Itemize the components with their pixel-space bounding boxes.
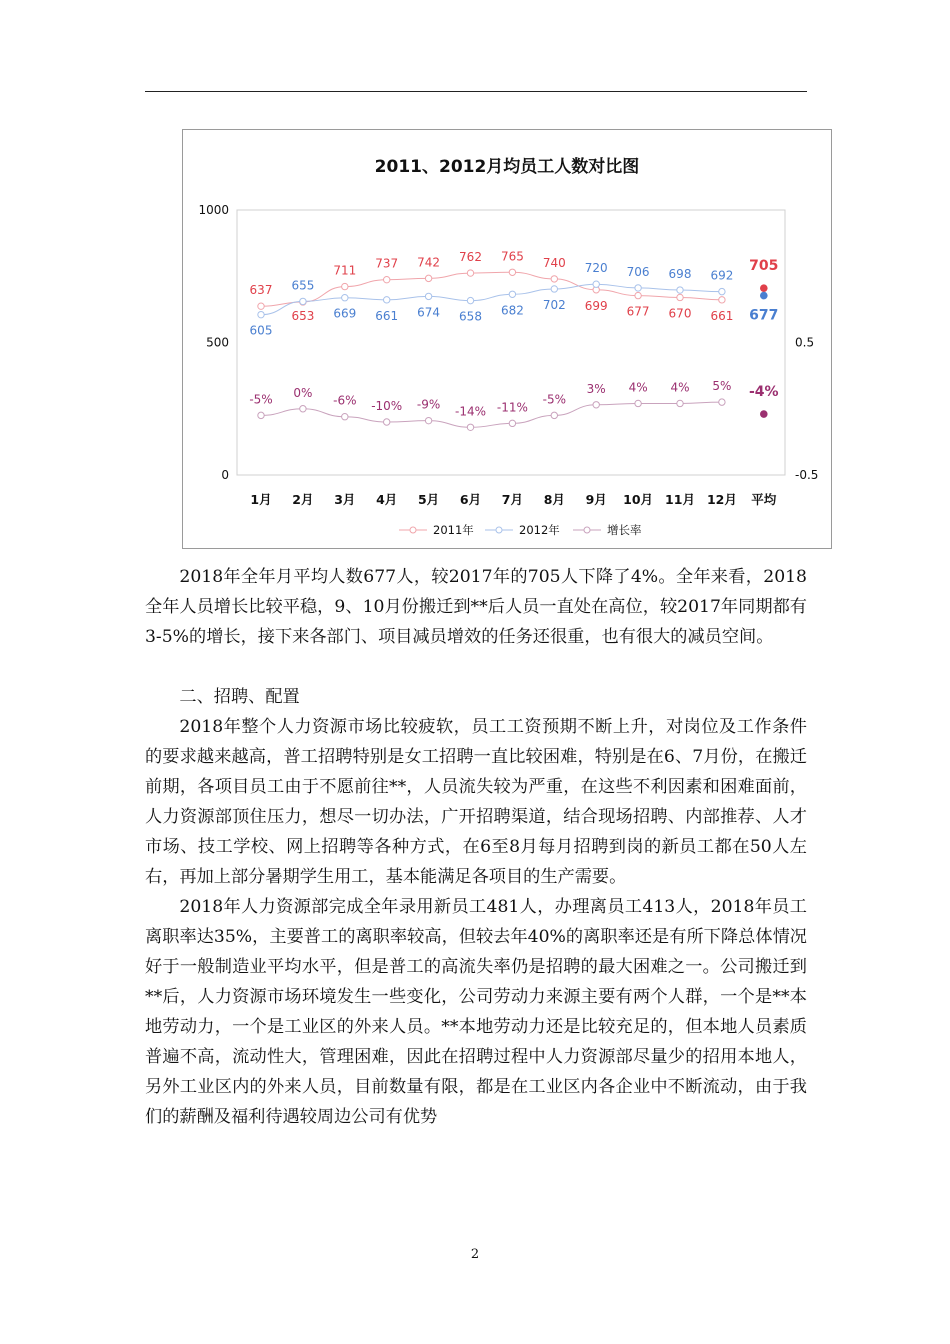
series-point	[258, 311, 264, 317]
data-label: -11%	[496, 400, 528, 415]
data-label: 677	[626, 304, 650, 319]
series-point	[425, 417, 431, 423]
series-point	[593, 281, 599, 287]
series-point	[342, 295, 348, 301]
series-point	[467, 270, 473, 276]
data-label: 742	[417, 255, 441, 270]
data-label: 699	[584, 298, 608, 313]
legend-marker	[584, 527, 590, 533]
data-label: -6%	[333, 393, 357, 408]
series-point	[384, 419, 390, 425]
body-text	[145, 562, 807, 1132]
data-label: 765	[500, 249, 524, 264]
data-label: 658	[459, 309, 482, 324]
page-number: 2	[470, 1247, 480, 1262]
series-point	[593, 402, 599, 408]
y-tick-label: 0	[221, 468, 229, 482]
series-point	[467, 297, 473, 303]
average-point	[760, 292, 768, 300]
x-tick-label: 2月	[292, 492, 314, 507]
chart-frame	[182, 129, 832, 549]
data-label: 655	[291, 278, 315, 293]
series-point	[719, 297, 725, 303]
data-label: 698	[668, 267, 692, 282]
series-point	[635, 292, 641, 298]
data-label: 670	[668, 306, 692, 321]
x-tick-label: 1月	[250, 492, 272, 507]
data-label: 0%	[293, 385, 313, 400]
data-label: -14%	[454, 404, 487, 419]
data-label: 4%	[670, 380, 690, 395]
series-point	[342, 283, 348, 289]
x-tick-label: 3月	[334, 492, 356, 507]
average-point	[760, 284, 768, 292]
series-line-0	[261, 272, 722, 306]
data-label: 674	[417, 305, 441, 320]
legend-marker	[410, 527, 416, 533]
legend-label: 2012年	[519, 523, 560, 537]
data-label: 3%	[586, 381, 606, 396]
data-label: 653	[291, 308, 315, 323]
average-point	[760, 410, 768, 418]
data-label: 702	[542, 297, 566, 312]
data-label: 605	[249, 323, 273, 338]
data-label: 706	[626, 264, 650, 279]
data-label: 669	[333, 306, 357, 321]
paragraph-summary: 2018年全年月平均人数677人，较2017年的705人下降了4%。全年来看，2018全年人员增长比较平稳，9、10月份搬迁到**后人员一直处在高位，较2017年同期都有3-5%的增长，接下来各部门、项目减员增效的任务还很重，也有很大的减员空间。	[145, 567, 807, 647]
series-point	[677, 287, 683, 293]
y-tick-label: 1000	[198, 203, 229, 217]
series-point	[467, 424, 473, 430]
series-point	[551, 412, 557, 418]
series-point	[509, 420, 515, 426]
data-label: 637	[249, 283, 273, 298]
y2-tick-label: -0.5	[795, 468, 819, 482]
paragraph-recruitment: 2018年整个人力资源市场比较疲软，员工工资预期不断上升，对岗位及工作条件的要求越来越高，普工招聘特别是女工招聘一直比较困难，特别是在6、7月份，在搬迁前期，各项目员工由于不愿前往**，人员流失较为严重，在这些不利因素和困难面前，人力资源部顶住压力，想尽一切办法，广开招聘渠道，结合现场招聘、内部推荐、人才市场、技工学校、网上招聘等各种方式，在6至8月每月招聘到岗的新员工都在50人左右，再加上部分暑期学生用工，基本能满足各项目的生产需要。	[145, 717, 807, 887]
data-label: 692	[710, 268, 734, 283]
data-label: 4%	[628, 380, 648, 395]
header-rule	[145, 91, 807, 92]
chart-svg	[183, 130, 833, 550]
series-point	[509, 291, 515, 297]
data-label: 661	[710, 308, 734, 323]
x-tick-label: 8月	[543, 492, 565, 507]
x-tick-label: 12月	[706, 492, 737, 507]
series-point	[258, 412, 264, 418]
data-label: 661	[375, 308, 399, 323]
series-point	[635, 285, 641, 291]
data-label: -10%	[371, 399, 403, 413]
series-point	[300, 406, 306, 412]
x-tick-label: 7月	[501, 492, 524, 507]
data-label: 762	[459, 250, 482, 265]
average-label: -4%	[749, 384, 779, 401]
x-tick-label: 4月	[376, 492, 398, 507]
x-tick-label: 11月	[665, 492, 695, 507]
series-point	[384, 276, 390, 282]
series-point	[425, 275, 431, 281]
x-tick-label: 10月	[623, 492, 654, 507]
data-label: 720	[584, 261, 608, 276]
data-label: -5%	[542, 392, 566, 407]
y2-tick-label: 0.5	[795, 335, 815, 350]
data-label: 740	[542, 255, 566, 270]
data-label: 682	[500, 303, 524, 318]
data-label: -9%	[416, 397, 441, 412]
series-point	[258, 303, 264, 309]
series-point	[425, 293, 431, 299]
x-tick-label: 6月	[459, 492, 482, 507]
data-label: 5%	[712, 379, 732, 394]
paragraph-turnover: 2018年人力资源部完成全年录用新员工481人，办理离员工413人，2018年员工离职率达35%，主要普工的离职率较高，但较去年40%的离职率还是有所下降总体情况好于一般制造业平均水平，但是普工的高流失率仍是招聘的最大困难之一。公司搬迁到**后，人力资源市场环境发生一些变化，公司劳动力来源主要有两个人群，一个是**本地劳动力，一个是工业区的外来人员。**本地劳动力还是比较充足的，但本地人员素质普遍不高，流动性大，管理困难，因此在招聘过程中人力资源部尽量少的招用本地人，另外工业区内的外来人员，目前数量有限，都是在工业区内各企业中不断流动，由于我们的薪酬及福利待遇较周边公司有优势	[145, 897, 807, 1127]
series-point	[384, 297, 390, 303]
series-line-1	[261, 284, 722, 314]
data-label: 737	[375, 256, 399, 271]
series-line-2	[261, 402, 722, 427]
legend-label: 增长率	[607, 523, 642, 537]
series-point	[551, 276, 557, 282]
series-point	[342, 414, 348, 420]
x-tick-label: 9月	[585, 492, 607, 507]
series-point	[719, 288, 725, 294]
series-point	[300, 298, 306, 304]
legend-marker	[496, 527, 502, 533]
data-label: -5%	[249, 392, 273, 407]
x-tick-label: 5月	[417, 492, 440, 507]
series-point	[719, 399, 725, 405]
series-point	[551, 286, 557, 292]
legend-label: 2011年	[433, 523, 474, 537]
average-label: 677	[749, 307, 779, 324]
series-point	[635, 400, 641, 406]
average-label: 705	[749, 258, 779, 275]
y-tick-label: 500	[206, 335, 229, 350]
x-tick-label: 平均	[751, 492, 777, 507]
series-point	[677, 400, 683, 406]
series-point	[509, 269, 515, 275]
chart-title: 2011、2012月均员工人数对比图	[374, 157, 640, 177]
series-point	[677, 294, 683, 300]
section-heading: 二、招聘、配置	[179, 687, 300, 707]
data-label: 711	[333, 263, 357, 278]
